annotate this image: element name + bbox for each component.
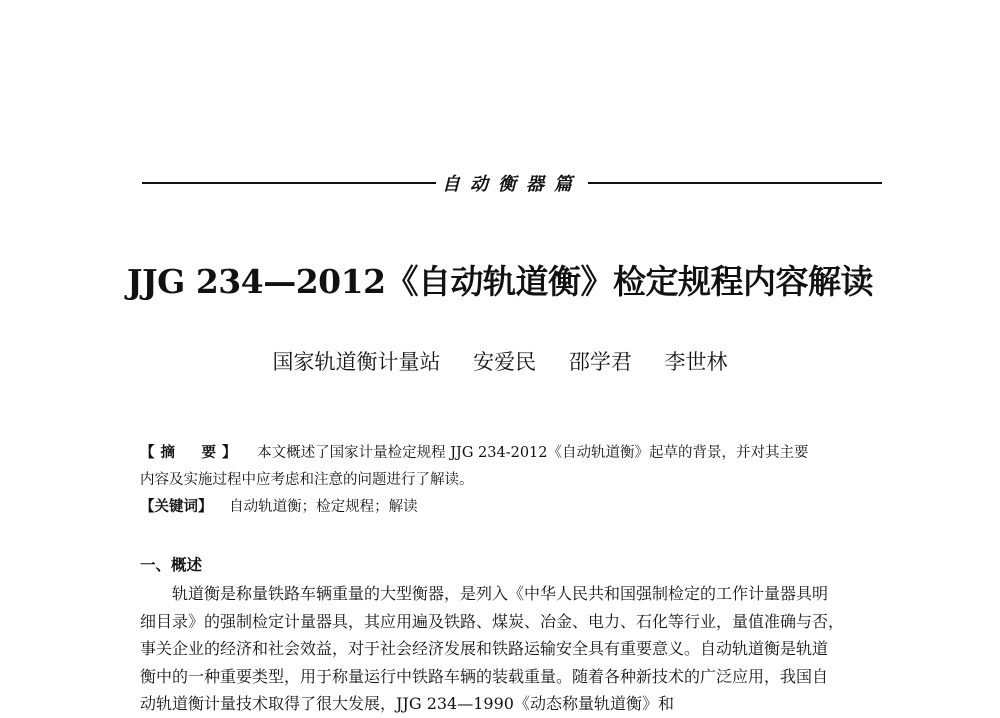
paper-title: JJG 234—2012《自动轨道衡》检定规程内容解读 (126, 262, 874, 301)
author-line (0, 346, 1000, 376)
affiliation: 国家轨道衡计量站 (272, 350, 441, 374)
body-line: 动轨道衡计量技术取得了很大发展，JJG 234—1990《动态称量轨道衡》和 (140, 694, 674, 713)
author-name: 邵学君 (568, 350, 632, 374)
abstract-line: 内容及实施过程中应考虑和注意的问题进行了解读。 (140, 472, 474, 488)
section-heading: 一、概述 (140, 556, 203, 574)
author-name: 李世林 (664, 350, 728, 374)
body-paragraph (140, 580, 882, 718)
abstract-text: 本文概述了国家计量检定规程 JJG 234-2012《自动轨道衡》起草的背景，并对其主要 (257, 445, 809, 461)
body-line: 事关企业的经济和社会效益，对于社会经济发展和铁路运输安全具有重要意义。自动轨道衡是轨道 (140, 639, 829, 658)
body-line: 细目录》的强制检定计量器具，其应用遍及铁路、煤炭、冶金、电力、石化等行业，量值准确与否， (140, 611, 845, 631)
keywords-text: 自动轨道衡；检定规程；解读 (229, 499, 418, 515)
body-line: 衡中的一种重要类型，用于称量运行中铁路车辆的装载重量。随着各种新技术的广泛应用，我国自 (140, 666, 829, 686)
body-line: 轨道衡是称量铁路车辆重量的大型衡器，是列入《中华人民共和国强制检定的工作计量器具明 (172, 584, 829, 603)
section-header (142, 168, 882, 198)
header-rule-right (588, 182, 882, 184)
section-label: 自动衡器篇 (442, 174, 582, 195)
abstract-line (140, 440, 882, 467)
author-name: 安爱民 (473, 350, 537, 374)
keywords-key: 【关键词】 (140, 499, 213, 515)
abstract (140, 440, 882, 494)
header-rule-left (142, 182, 436, 184)
keywords (140, 494, 882, 521)
abstract-key: 【摘 要】 (140, 445, 243, 461)
